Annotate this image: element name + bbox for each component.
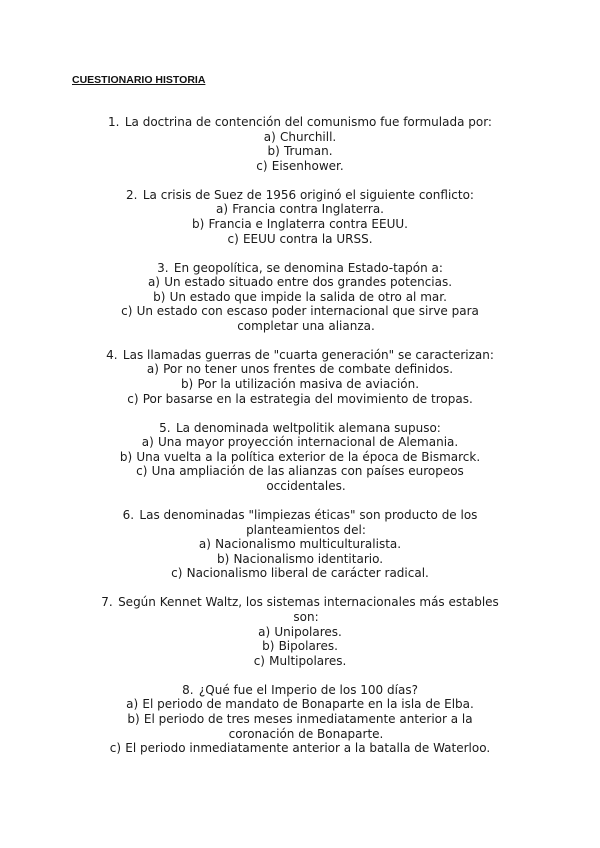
option-letter: b) <box>262 639 275 654</box>
question-text <box>0 610 600 625</box>
answer-option-a <box>0 202 600 217</box>
answer-option-b <box>0 552 600 567</box>
answer-option-c <box>0 654 600 669</box>
question-2 <box>0 188 600 246</box>
question-6 <box>0 508 600 581</box>
option-letter: b) <box>267 144 280 159</box>
question-line: ¿Qué fue el Imperio de los 100 días? <box>198 682 418 697</box>
option-letter: c) <box>109 741 122 756</box>
option-letter: a) <box>126 697 139 712</box>
answer-option-a <box>0 625 600 640</box>
answer-option-c <box>0 319 600 334</box>
question-text <box>0 421 600 436</box>
answer-option-b <box>0 377 600 392</box>
question-number: 5. <box>159 420 171 435</box>
question-line: Las denominadas "limpiezas éticas" son producto de los <box>139 508 478 523</box>
option-text: Un estado con escaso poder internacional que sirve para <box>136 304 479 319</box>
answer-option-a <box>0 537 600 552</box>
option-text: Nacionalismo multiculturalista. <box>215 537 402 552</box>
question-text <box>0 523 600 538</box>
option-letter: b) <box>216 551 230 566</box>
option-letter: b) <box>180 377 194 392</box>
question-text <box>0 115 600 130</box>
answer-option-a <box>0 435 600 450</box>
option-text: Multipolares. <box>269 653 347 668</box>
question-line: planteamientos del: <box>246 522 366 537</box>
question-text <box>0 508 600 523</box>
option-text: coronación de Bonaparte. <box>228 726 384 741</box>
option-text: Un estado que impide la salida de otro al mar. <box>169 289 447 304</box>
question-number: 7. <box>101 595 113 610</box>
option-text: Eisenhower. <box>271 158 344 173</box>
question-4 <box>0 348 600 406</box>
option-letter: c) <box>136 464 148 479</box>
option-text: Churchill. <box>279 129 337 144</box>
option-text: Por la utilización masiva de aviación. <box>197 377 420 392</box>
question-8 <box>0 683 600 756</box>
option-letter: a) <box>141 435 154 450</box>
question-3 <box>0 261 600 334</box>
option-text: Truman. <box>283 144 333 159</box>
option-letter: c) <box>127 391 139 406</box>
option-text: Una vuelta a la política exterior de la época de Bismarck. <box>136 449 481 464</box>
option-text: Francia e Inglaterra contra EEUU. <box>208 216 408 231</box>
question-line: La crisis de Suez de 1956 originó el siguiente conflicto: <box>142 187 474 202</box>
answer-option-c <box>0 232 600 247</box>
question-text <box>0 595 600 610</box>
question-1 <box>0 115 600 173</box>
option-text: EEUU contra la URSS. <box>242 231 373 246</box>
question-number: 2. <box>126 187 138 202</box>
question-number: 8. <box>182 682 194 697</box>
option-text: Por no tener unos frentes de combate definidos. <box>163 362 454 377</box>
question-number: 3. <box>157 260 169 275</box>
question-number: 4. <box>106 347 118 362</box>
option-text: Por basarse en la estrategia del movimiento de tropas. <box>142 391 473 406</box>
option-text: El periodo de mandato de Bonaparte en la isla de Elba. <box>142 697 474 712</box>
answer-option-a <box>0 130 600 145</box>
question-7 <box>0 595 600 668</box>
question-line: En geopolítica, se denomina Estado-tapón a: <box>173 260 443 275</box>
option-text: El periodo de tres meses inmediatamente anterior a la <box>143 711 473 726</box>
question-line: Según Kennet Waltz, los sistemas internacionales más estables <box>118 595 499 610</box>
answer-option-c <box>0 566 600 581</box>
option-text: Unipolares. <box>274 624 342 639</box>
option-text: Un estado situado entre dos grandes potencias. <box>164 275 453 290</box>
option-text: Una ampliación de las alianzas con países europeos <box>151 464 464 479</box>
answer-option-b <box>0 217 600 232</box>
option-text: El periodo inmediatamente anterior a la batalla de Waterloo. <box>125 741 491 756</box>
option-text: occidentales. <box>266 479 346 494</box>
answer-option-b <box>0 712 600 727</box>
option-letter: a) <box>198 537 211 552</box>
answer-option-b <box>0 639 600 654</box>
option-text: Una mayor proyección internacional de Alemania. <box>158 435 459 450</box>
option-letter: a) <box>147 275 160 290</box>
option-text: completar una alianza. <box>237 318 375 333</box>
question-line: La denominada weltpolitik alemana supuso: <box>176 420 441 435</box>
option-letter: c) <box>256 158 268 173</box>
option-letter: c) <box>227 231 239 246</box>
question-text <box>0 261 600 276</box>
question-text <box>0 188 600 203</box>
answer-option-b <box>0 727 600 742</box>
option-text: Nacionalismo identitario. <box>233 551 384 566</box>
option-letter: b) <box>119 449 133 464</box>
question-line: Las llamadas guerras de "cuarta generación" se caracterizan: <box>122 347 494 362</box>
option-letter: c) <box>253 653 265 668</box>
option-text: Nacionalismo liberal de carácter radical. <box>186 566 429 581</box>
answer-option-b <box>0 290 600 305</box>
question-text <box>0 348 600 363</box>
option-letter: a) <box>258 624 271 639</box>
option-letter: a) <box>146 362 159 377</box>
answer-option-c <box>0 392 600 407</box>
option-letter: a) <box>216 202 229 217</box>
answer-option-c <box>0 304 600 319</box>
answer-option-a <box>0 275 600 290</box>
answer-option-b <box>0 144 600 159</box>
question-number: 1. <box>108 115 120 129</box>
question-list <box>0 115 600 756</box>
question-line: La doctrina de contención del comunismo fue formulada por: <box>124 115 492 129</box>
option-letter: b) <box>127 711 140 726</box>
question-line: son: <box>293 609 319 624</box>
option-letter: c) <box>121 304 133 319</box>
question-text <box>0 683 600 698</box>
answer-option-c <box>0 464 600 479</box>
answer-option-c <box>0 479 600 494</box>
answer-option-c <box>0 159 600 174</box>
answer-option-a <box>0 362 600 377</box>
document-title: CUESTIONARIO HISTORIA <box>72 74 206 86</box>
option-letter: a) <box>263 129 276 144</box>
question-5 <box>0 421 600 494</box>
answer-option-a <box>0 697 600 712</box>
option-letter: c) <box>171 566 183 581</box>
option-text: Bipolares. <box>278 639 338 654</box>
option-letter: b) <box>153 289 166 304</box>
option-letter: b) <box>192 216 205 231</box>
option-text: Francia contra Inglaterra. <box>232 202 384 217</box>
answer-option-b <box>0 450 600 465</box>
answer-option-c <box>0 741 600 756</box>
question-number: 6. <box>122 508 135 523</box>
